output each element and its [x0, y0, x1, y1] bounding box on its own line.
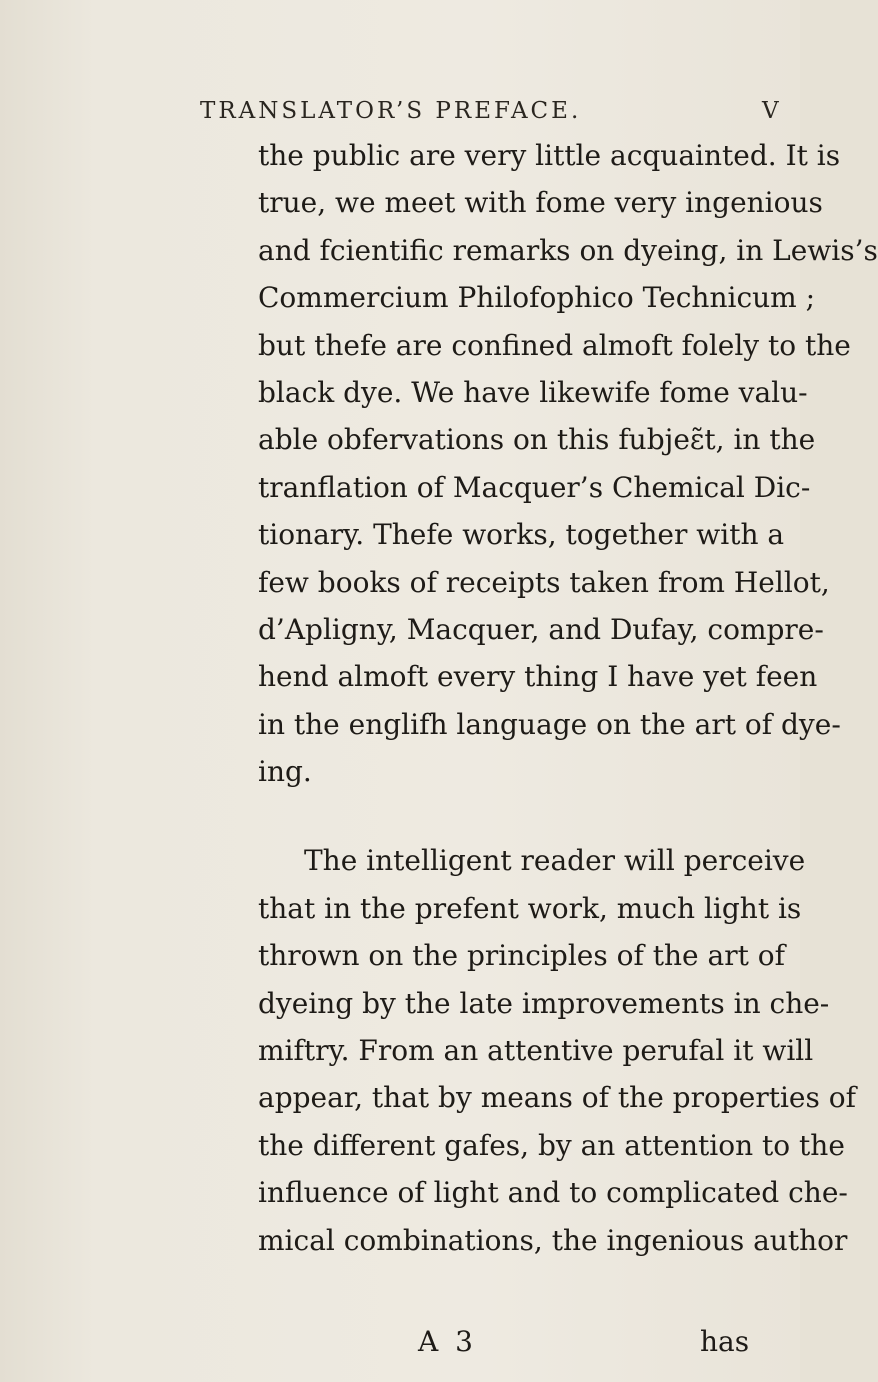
text-line: appear, that by means of the properties of [258, 1081, 856, 1115]
text-line: in the englifh language on the art of dye- [258, 707, 841, 741]
text-line: miftry. From an attentive perufal it will [258, 1034, 814, 1068]
text-line: the public are very little acquainted. It is [258, 139, 841, 172]
running-title: TRANSLATOR’S PREFACE. [200, 98, 582, 124]
text-line: able obfervations on this fubjeɛ̃t, in the [258, 423, 816, 457]
text-line: that in the prefent work, much light is [258, 891, 802, 925]
text-line: the different gafes, by an attention to the [258, 1128, 845, 1162]
catchword: has [700, 1325, 750, 1358]
text-line: few books of receipts taken from Hellot, [258, 565, 830, 599]
text-line: true, we meet with fome very ingenious [258, 186, 823, 220]
body-text [258, 132, 878, 1264]
text-line: dyeing by the late improvements in che- [258, 986, 830, 1020]
text-line: influence of light and to complicated che- [258, 1176, 848, 1210]
paragraph-gap [258, 795, 770, 837]
text-line: mical combinations, the ingenious author [258, 1223, 848, 1257]
paragraph [258, 837, 856, 1264]
text-line: d’Apligny, Macquer, and Dufay, compre- [258, 612, 824, 646]
text-line: but thefe are confined almoft folely to the [258, 328, 851, 362]
paragraph [258, 132, 878, 795]
signature-mark: A 3 [418, 1325, 477, 1358]
text-line: black dye. We have likewife fome valu- [258, 375, 808, 409]
text-line: thrown on the principles of the art of [258, 939, 785, 973]
text-line: The intelligent reader will perceive [304, 844, 806, 878]
text-line: hend almoft every thing I have yet feen [258, 660, 818, 694]
text-line: tranflation of Macquer’s Chemical Dic- [258, 470, 811, 504]
text-line: and fcientific remarks on dyeing, in Lewis’s [258, 233, 878, 267]
page-number: V [762, 98, 779, 124]
page-footer [0, 1320, 800, 1364]
text-line: Commercium Philofophico Technicum ; [258, 281, 816, 315]
text-line: ing. [258, 755, 312, 789]
text-line: tionary. Thefe works, together with a [258, 518, 785, 552]
